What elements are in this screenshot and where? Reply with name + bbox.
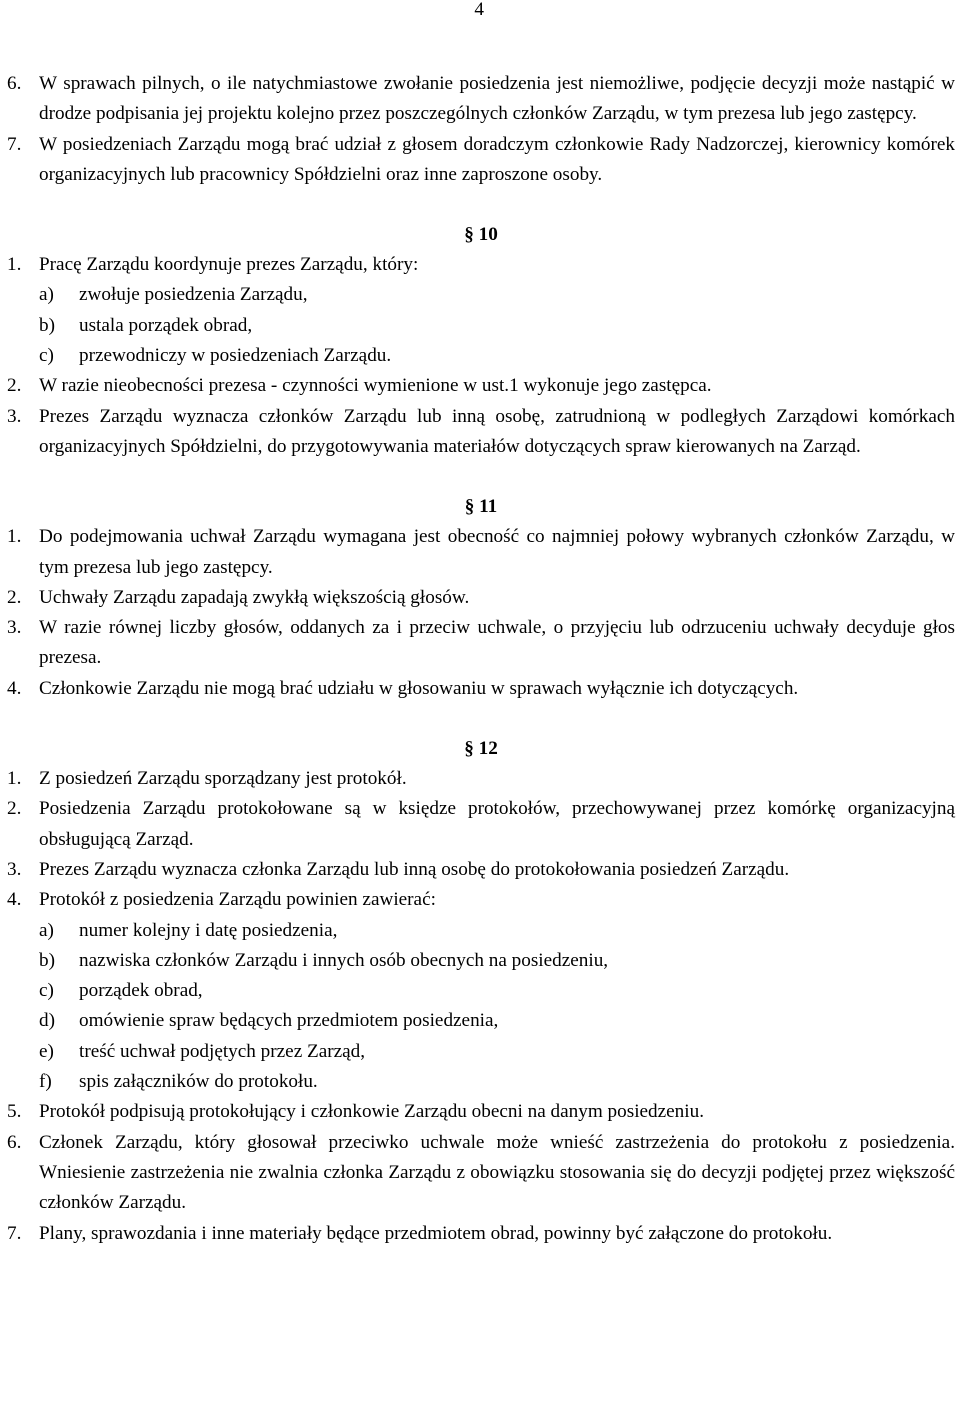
item-text: Posiedzenia Zarządu protokołowane są w księdze protokołów, przechowywanej przez komórkę organizacyjną obsługującą Zarząd.: [39, 798, 955, 850]
sub-item-letter: c): [39, 345, 54, 367]
item-text: Prezes Zarządu wyznacza członka Zarządu lub inną osobę do protokołowania posiedzeń Zarządu.: [39, 858, 790, 880]
item-number: 2.: [7, 586, 22, 608]
document-body: [7, 69, 955, 1249]
sub-item-text: porządek obrad,: [79, 980, 203, 1002]
sub-item-text: spis załączników do protokołu.: [79, 1071, 318, 1093]
sub-item-letter: b): [39, 949, 55, 971]
item-text: Uchwały Zarządu zapadają zwykłą większością głosów.: [39, 586, 470, 608]
sub-item-text: ustala porządek obrad,: [79, 314, 253, 336]
sub-item: [7, 341, 955, 371]
item-number: 6.: [7, 73, 22, 94]
paragraph-item: [7, 1219, 955, 1249]
sub-item-letter: b): [39, 314, 55, 336]
item-number: 4.: [7, 889, 22, 911]
sub-item-text: nazwiska członków Zarządu i innych osób obecnych na posiedzeniu,: [79, 949, 609, 971]
sub-item-text: przewodniczy w posiedzeniach Zarządu.: [79, 345, 392, 367]
item-text: W posiedzeniach Zarządu mogą brać udział z głosem doradczym członkowie Rady Nadzorczej, kierownicy komórek organizacyjnych lub pracownicy Spółdzielni oraz inne zaproszone osoby.: [39, 133, 955, 185]
item-number: 4.: [7, 677, 22, 699]
section-heading: § 12: [464, 738, 498, 760]
sub-item: [7, 1006, 955, 1036]
sub-item-letter: f): [39, 1071, 52, 1093]
section-heading: § 11: [464, 496, 498, 518]
paragraph-item: [7, 674, 955, 704]
item-text: Protokół z posiedzenia Zarządu powinien zawierać:: [39, 889, 436, 911]
sub-item-text: zwołuje posiedzenia Zarządu,: [79, 284, 308, 306]
item-number: 7.: [7, 133, 22, 155]
item-text: Pracę Zarządu koordynuje prezes Zarządu, który:: [39, 254, 419, 276]
paragraph-item: [7, 855, 955, 885]
sub-item-text: numer kolejny i datę posiedzenia,: [79, 919, 338, 941]
sub-item: [7, 916, 955, 946]
sub-item-text: treść uchwał podjętych przez Zarząd,: [79, 1040, 366, 1062]
paragraph-item: [7, 130, 955, 191]
sub-item: [7, 976, 955, 1006]
item-number: 1.: [7, 526, 22, 548]
item-text: Protokół podpisują protokołujący i członkowie Zarządu obecni na danym posiedzeniu.: [39, 1101, 704, 1123]
item-number: 5.: [7, 1101, 22, 1123]
paragraph-item: [7, 613, 955, 674]
sub-item: [7, 1037, 955, 1067]
item-text: W razie równej liczby głosów, oddanych za i przeciw uchwale, o przyjęciu lub odrzuceniu uchwały decyduje głos prezesa.: [39, 617, 955, 669]
item-number: 1.: [7, 768, 22, 790]
sub-item: [7, 280, 955, 310]
item-number: 3.: [7, 405, 22, 427]
item-text: W razie nieobecności prezesa - czynności wymienione w ust.1 wykonuje jego zastępca.: [39, 375, 712, 397]
paragraph-item: [7, 250, 955, 280]
item-number: 2.: [7, 798, 22, 820]
item-text: Prezes Zarządu wyznacza członków Zarządu lub inną osobę, zatrudnioną w podległych Zarządowi komórkach organizacyjnych Spółdzielni, do przygotowywania materiałów dotyczących spraw kierowanych na Zarząd.: [39, 405, 955, 457]
paragraph-item: [7, 1128, 955, 1219]
sub-item: [7, 946, 955, 976]
item-number: 7.: [7, 1222, 22, 1244]
item-text: Członkowie Zarządu nie mogą brać udziału w głosowaniu w sprawach wyłącznie ich dotyczących.: [39, 677, 799, 699]
item-number: 1.: [7, 254, 22, 276]
sub-item-letter: d): [39, 1010, 55, 1032]
sub-item-letter: c): [39, 980, 54, 1002]
item-text: W sprawach pilnych, o ile natychmiastowe zwołanie posiedzenia jest niemożliwe, podjęcie decyzji może nastąpić w drodze podpisania jej projektu kolejno przez poszczególnych członków Zarządu, w tym prezesa lub jego zastępcy.: [39, 73, 955, 125]
sub-item-text: omówienie spraw będących przedmiotem posiedzenia,: [79, 1010, 499, 1032]
sub-item-letter: a): [39, 284, 54, 306]
item-number: 2.: [7, 375, 22, 397]
paragraph-item: [7, 583, 955, 613]
paragraph-item: [7, 885, 955, 915]
item-number: 3.: [7, 617, 22, 639]
sub-item: [7, 1067, 955, 1097]
paragraph-item: [7, 522, 955, 583]
paragraph-item: [7, 794, 955, 855]
paragraph-item: [7, 1097, 955, 1127]
item-text: Z posiedzeń Zarządu sporządzany jest protokół.: [39, 768, 407, 790]
paragraph-item: [7, 371, 955, 401]
paragraph-item: [7, 69, 955, 130]
item-text: Plany, sprawozdania i inne materiały będące przedmiotem obrad, powinny być załączone do protokołu.: [39, 1222, 833, 1244]
paragraph-item: [7, 402, 955, 463]
sub-item-letter: e): [39, 1040, 54, 1062]
item-number: 3.: [7, 858, 22, 880]
sub-item: [7, 311, 955, 341]
section-heading: § 10: [464, 224, 498, 246]
page-number: 4: [474, 0, 484, 20]
item-text: Do podejmowania uchwał Zarządu wymagana jest obecność co najmniej połowy wybranych członków Zarządu, w tym prezesa lub jego zastępcy.: [39, 526, 955, 578]
sub-item-letter: a): [39, 919, 54, 941]
item-text: Członek Zarządu, który głosował przeciwko uchwale może wnieść zastrzeżenia do protokołu z posiedzenia. Wniesienie zastrzeżenia nie zwalnia członka Zarządu z obowiązku stosowania się do decyzji podjętej przez większość członków Zarządu.: [39, 1131, 955, 1214]
paragraph-item: [7, 764, 955, 794]
item-number: 6.: [7, 1131, 22, 1153]
